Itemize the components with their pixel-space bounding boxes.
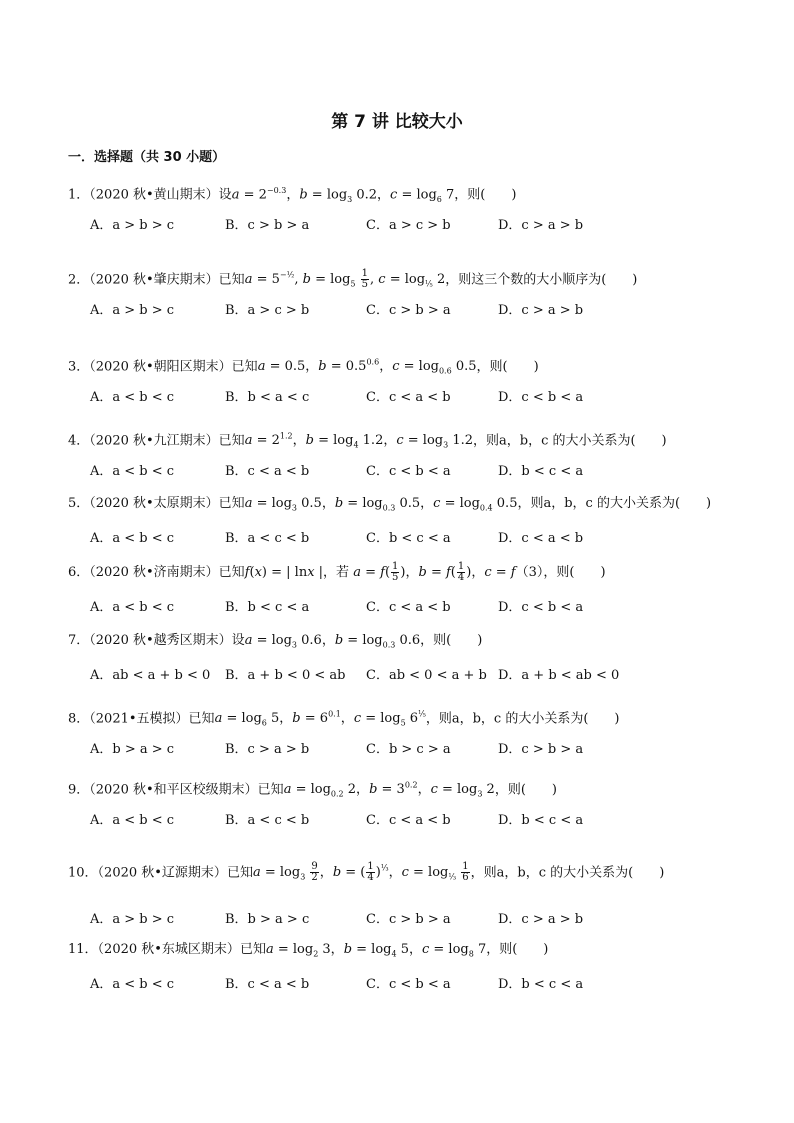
- option-c[interactable]: C．c > b > a: [366, 303, 451, 318]
- options: [90, 214, 710, 232]
- option-a[interactable]: A．b > a > c: [90, 742, 175, 757]
- formula: a = 0.5，$b = 0.5^{0.6}$，$c = \log_{0.6} 0.5$: [257, 358, 477, 376]
- formula: $a = 5^{-\frac{1}{2}}$, $b = \log_5$ $\frac{1}{5}$ , $c = \log_{\frac{1}{5}} 2$: [244, 268, 446, 291]
- option-b[interactable]: B．b < a < c: [225, 390, 310, 405]
- question-stem: 4．（2020 秋•九江期末）已知$a = 2^{1.2}$，$b = \log_4 1.2$，$c = \log_3 1.2$，则a，b，c 的大小关系为( ): [68, 432, 667, 450]
- page-title: 第 7 讲 比较大小: [331, 112, 463, 132]
- options: [90, 664, 710, 682]
- formula: $a = \log_3 0.6$，$b = \log_{0.3} 0.6$: [244, 633, 421, 650]
- question-stem: 3．（2020 秋•朝阳区期末）已知a = 0.5，$b = 0.5^{0.6}$，$c = \log_{0.6} 0.5$，则( ): [68, 358, 539, 376]
- option-a[interactable]: A．a < b < c: [90, 813, 175, 828]
- option-c[interactable]: C．c < a < b: [366, 600, 451, 615]
- option-d[interactable]: D．c > a > b: [498, 218, 584, 233]
- option-b[interactable]: B．c < a < b: [225, 464, 310, 479]
- question-source: （2020 秋•东城区期末）: [97, 942, 240, 957]
- option-b[interactable]: B．a > c > b: [225, 303, 310, 318]
- option-a[interactable]: A．a < b < c: [90, 464, 175, 479]
- options: [90, 386, 710, 404]
- question-10: [68, 858, 748, 927]
- option-c[interactable]: C．b < c < a: [366, 531, 451, 546]
- options: [90, 908, 710, 926]
- question-source: （2020 秋•辽源期末）: [97, 865, 227, 881]
- question-stem: 7．（2020 秋•越秀区期末）设$a = \log_3 0.6$，$b = \log_{0.3} 0.6$，则( ): [68, 633, 483, 650]
- options: [90, 973, 710, 991]
- question-number: 1．: [68, 187, 90, 203]
- question-source: （2020 秋•朝阳区期末）: [89, 359, 232, 375]
- question-8: [68, 704, 748, 756]
- question-9: [68, 775, 748, 827]
- options: [90, 527, 710, 545]
- options: [90, 809, 710, 827]
- option-a[interactable]: A．a < b < c: [90, 531, 175, 546]
- option-d[interactable]: D．c > b > a: [498, 742, 584, 757]
- options: [90, 596, 710, 614]
- question-11: [68, 939, 748, 991]
- option-c[interactable]: C．c < b < a: [366, 977, 451, 992]
- option-c[interactable]: C．b > c > a: [366, 742, 451, 757]
- question-stem: 9．（2020 秋•和平区校级期末）已知$a = \log_{0.2} 2$，$b = 3^{0.2}$，$c = \log_3 2$，则( ): [68, 781, 557, 799]
- question-stem: 5．（2020 秋•太原期末）已知$a = \log_3 0.5$，$b = \log_{0.3} 0.5$，$c = \log_{0.4} 0.5$，则a，b，c 的大小关系为( ): [68, 496, 712, 513]
- question-stem: 2．（2020 秋•肇庆期末）已知$a = 5^{-\frac{1}{2}}$, $b = \log_5$ $\frac{1}{5}$ , $c = \log_{\frac{1}{5}} 2$，则这三个数的大小顺序为( ): [68, 268, 638, 291]
- options: [90, 299, 710, 317]
- question-2: [68, 265, 748, 317]
- question-source: （2020 秋•肇庆期末）: [89, 272, 219, 288]
- option-c[interactable]: C．ab < 0 < a + b: [366, 668, 487, 683]
- question-stem: 11．（2020 秋•东城区期末）已知$a = \log_2 3$，$b = \log_4 5$，$c = \log_8 7$，则( ): [68, 942, 549, 959]
- question-number: 5．: [68, 496, 90, 511]
- question-stem: 8．（2021•五模拟）已知$a = \log_6 5$，$b = 6^{0.1}$，$c = \log_5 6^{\frac{1}{5}}$，则a，b，c 的大小关系为( ): [68, 710, 620, 728]
- question-source: （2020 秋•黄山期末）: [89, 187, 219, 203]
- question-number: 6．: [68, 565, 90, 580]
- option-b[interactable]: B．b > a > c: [225, 912, 310, 927]
- formula: $a = \log_{0.2} 2$，$b = 3^{0.2}$，$c = \log_3 2$: [283, 781, 495, 799]
- question-source: （2020 秋•和平区校级期末）: [89, 782, 258, 798]
- option-d[interactable]: D．c < b < a: [498, 600, 584, 615]
- question-stem: 10．（2020 秋•辽源期末）已知$a = \log_3$ $\frac{9}{2}$ ，b = ( $\frac{1}{4}$ )$^{\frac{1}{3}}$，$c = \log_{\frac{1}{3}}$ $\frac{1}{6}$ ，则a，b，c 的大小关系为( ): [68, 861, 665, 884]
- formula: $a = 2^{1.2}$，$b = \log_4 1.2$，$c = \log_3 1.2$: [244, 432, 473, 450]
- formula: $a = \log_3$ $\frac{9}{2}$ ，b = ( $\frac{1}{4}$ )$^{\frac{1}{3}}$，$c = \log_{\frac{1}{3}}$ $\frac{1}{6}$: [252, 861, 469, 884]
- option-c[interactable]: C．c < b < a: [366, 464, 451, 479]
- option-b[interactable]: B．a < c < b: [225, 531, 310, 546]
- question-number: 8．: [68, 711, 90, 727]
- question-number: 11．: [68, 942, 98, 957]
- option-a[interactable]: A．a < b < c: [90, 977, 175, 992]
- question-source: （2020 秋•太原期末）: [89, 496, 219, 511]
- question-1: [68, 180, 748, 232]
- option-b[interactable]: B．a + b < 0 < ab: [225, 668, 346, 683]
- question-stem: 6．（2020 秋•济南期末）已知f(x) = | lnx |，若 a = f( $\frac{1}{5}$ )，b = f( $\frac{1}{4}$ )，c = f（3），则( ): [68, 561, 606, 583]
- formula: f(x) = | lnx |，若 a = f( $\frac{1}{5}$ )，b = f( $\frac{1}{4}$ )，c = f（3）: [244, 561, 544, 583]
- question-6: [68, 562, 748, 614]
- option-d[interactable]: D．b < c < a: [498, 813, 584, 828]
- question-number: 2．: [68, 272, 90, 288]
- formula: $a = \log_3 0.5$，$b = \log_{0.3} 0.5$，$c = \log_{0.4} 0.5$: [244, 496, 518, 513]
- option-c[interactable]: C．c < a < b: [366, 813, 451, 828]
- option-d[interactable]: D．c < a < b: [498, 531, 584, 546]
- question-source: （2020 秋•济南期末）: [89, 565, 219, 580]
- option-c[interactable]: C．c < a < b: [366, 390, 451, 405]
- options: [90, 738, 710, 756]
- question-number: 4．: [68, 433, 90, 449]
- option-d[interactable]: D．a + b < ab < 0: [498, 668, 620, 683]
- formula: $a = \log_6 5$，$b = 6^{0.1}$，$c = \log_5 6^{\frac{1}{5}}$: [214, 710, 426, 728]
- question-source: （2021•五模拟）: [89, 711, 189, 727]
- option-d[interactable]: D．c > a > b: [498, 912, 584, 927]
- option-b[interactable]: B．c > b > a: [225, 218, 310, 233]
- formula: $a = \log_2 3$，$b = \log_4 5$，$c = \log_8 7$: [265, 942, 487, 959]
- option-a[interactable]: A．ab < a + b < 0: [90, 668, 211, 683]
- question-stem: 1．（2020 秋•黄山期末）设$a = 2^{-0.3}$，$b = \log_3 0.2$，$c = \log_6 7$，则( ): [68, 186, 517, 204]
- option-d[interactable]: D．c > a > b: [498, 303, 584, 318]
- question-7: [68, 630, 748, 682]
- question-number: 7．: [68, 633, 90, 648]
- option-d[interactable]: D．b < c < a: [498, 977, 584, 992]
- option-d[interactable]: D．b < c < a: [498, 464, 584, 479]
- question-number: 3．: [68, 359, 90, 375]
- option-a[interactable]: A．a < b < c: [90, 390, 175, 405]
- option-b[interactable]: B．c < a < b: [225, 977, 310, 992]
- question-source: （2020 秋•九江期末）: [89, 433, 219, 449]
- question-number: 10．: [68, 865, 98, 881]
- options: [90, 460, 710, 478]
- question-3: [68, 352, 748, 404]
- question-5: [68, 493, 748, 545]
- question-source: （2020 秋•越秀区期末）: [89, 633, 232, 648]
- option-b[interactable]: B．b < c < a: [225, 600, 310, 615]
- option-a[interactable]: A．a > b > c: [90, 912, 175, 927]
- section-heading: 一．选择题（共 30 小题）: [68, 150, 226, 165]
- option-a[interactable]: A．a > b > c: [90, 303, 175, 318]
- option-a[interactable]: A．a > b > c: [90, 218, 175, 233]
- option-b[interactable]: B．a < c < b: [225, 813, 310, 828]
- option-d[interactable]: D．c < b < a: [498, 390, 584, 405]
- option-c[interactable]: C．a > c > b: [366, 218, 451, 233]
- option-c[interactable]: C．c > b > a: [366, 912, 451, 927]
- option-b[interactable]: B．c > a > b: [225, 742, 310, 757]
- formula: a: [231, 187, 240, 203]
- question-4: [68, 426, 748, 478]
- option-a[interactable]: A．a < b < c: [90, 600, 175, 615]
- question-number: 9．: [68, 782, 90, 798]
